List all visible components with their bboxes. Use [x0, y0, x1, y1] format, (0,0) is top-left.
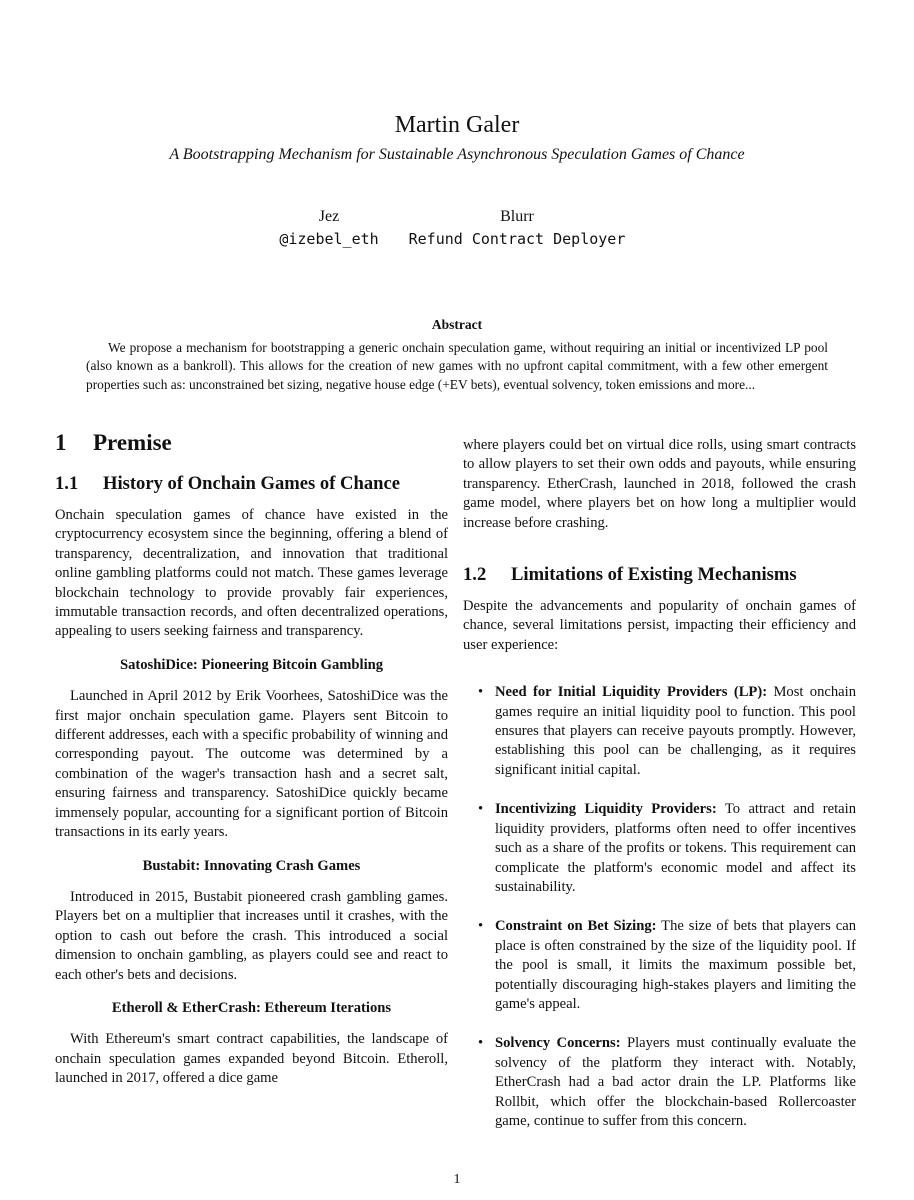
etheroll-paragraph-start: With Ethereum's smart contract capabilities, the landscape of onchain speculation games expanded beyond Bitcoin. Etheroll, launched in 2017, offered a dice game: [55, 1031, 448, 1087]
bullet-icon: •: [478, 918, 484, 935]
subsection-number: 1.1: [55, 473, 79, 494]
right-column: [463, 436, 856, 1151]
bustabit-paragraph: Introduced in 2015, Bustabit pioneered crash gambling games. Players bet on a multiplier that increases until it crashes, with the option to cash out before the crash. This introduced a social dimension to onchain gambling, as players could see and react to each other's bets and decisions.: [55, 888, 448, 983]
list-item: [463, 1034, 856, 1131]
list-item-lead: Solvency Concerns:: [495, 1035, 621, 1052]
etheroll-paragraph-continued: where players could bet on virtual dice rolls, using smart contracts to allow players to set their own odds and payouts, while ensuring transparency. EtherCrash, launched in 2018, followed the crash game model, where players bet on how long a multiplier would increase before crashing.: [463, 437, 856, 531]
abstract: [86, 316, 828, 394]
bullet-icon: •: [478, 1035, 484, 1052]
history-intro-paragraph: Onchain speculation games of chance have existed in the cryptocurrency ecosystem since the beginning, offering a blend of transparency, decentralization, and innovation that traditional online gambling platforms could not match. These games leverage blockchain technology to provide provably fair experiences, immutable transaction records, and often decentralized operations, appealing to users seeking fairness and transparency.: [55, 507, 448, 640]
section-heading-premise: [55, 428, 448, 458]
satoshidice-paragraph: Launched in April 2012 by Erik Voorhees, SatoshiDice was the first major onchain speculation game. Players sent Bitcoin to different addresses, each with a specific probability of winning and corresponding payout. The outcome was determined by a combination of the wager's transaction hash and a secret salt, ensuring fairness and transparency. SatoshiDice quickly became immensely popular, accounting for a significant portion of Bitcoin transactions in its early years.: [55, 688, 448, 841]
section-title: Premise: [93, 430, 172, 455]
left-column: [55, 428, 448, 1089]
list-item-lead: Constraint on Bet Sizing:: [495, 918, 657, 935]
list-item-text: Players must continually evaluate the solvency of the platform they interact with. Notably, EtherCrash had a bad actor drain the LP. Platforms like Rollbit, which offer the blockchain-based Rollercoaster game, continue to suffer from this concern.: [495, 1035, 857, 1129]
limitations-intro-paragraph: Despite the advancements and popularity of onchain games of chance, several limitations persist, impacting their efficiency and user experience:: [463, 598, 856, 653]
list-item-text: Most onchain games require an initial liquidity pool to function. This pool ensures that players can receive payouts promptly. However, establishing this pool can be challenging, as it requires significant initial capital.: [495, 684, 857, 778]
author-handle: Refund Contract Deployer: [408, 230, 626, 248]
bullet-icon: •: [478, 684, 484, 701]
subsection-heading-limitations: [463, 563, 856, 587]
paper-author-heading: Martin Galer: [394, 112, 520, 138]
page-number: 1: [453, 1172, 461, 1187]
list-item-text: To attract and retain liquidity providers, platforms often need to offer incentives such as a share of the profits or tokens. This requirement can complicate the platform's economic model and affect its sustainability.: [495, 801, 857, 895]
section-number: 1: [55, 430, 67, 455]
subsection-number: 1.2: [463, 564, 487, 586]
list-item-lead: Need for Initial Liquidity Providers (LP):: [495, 684, 768, 701]
paragraph-heading-etheroll: Etheroll & EtherCrash: Ethereum Iterations: [111, 999, 392, 1016]
author-name: Jez: [318, 208, 340, 225]
title-block: [0, 110, 914, 164]
abstract-text: We propose a mechanism for bootstrapping a generic onchain speculation game, without requiring an initial or incentivized LP pool (also known as a bankroll). This allows for the creation of new games with no upfront capital commitment, with a few other emergent properties such as: unconstrained bet sizing, negative house edge (+EV bets), eventual solvency, token emissions and more...: [86, 339, 828, 392]
abstract-title: Abstract: [431, 317, 483, 332]
author-blurr: [398, 206, 636, 250]
limitations-list: [463, 683, 856, 1131]
list-item-lead: Incentivizing Liquidity Providers:: [495, 801, 717, 818]
author-name: Blurr: [500, 208, 534, 225]
paragraph-heading-bustabit: Bustabit: Innovating Crash Games: [142, 857, 361, 874]
author-handle: @izebel_eth: [279, 230, 379, 248]
subsection-title: Limitations of Existing Mechanisms: [511, 564, 797, 586]
bullet-icon: •: [478, 801, 484, 818]
list-item: [463, 683, 856, 780]
paper-subtitle: A Bootstrapping Mechanism for Sustainable Asynchronous Speculation Games of Chance: [169, 146, 745, 163]
list-item: [463, 917, 856, 1014]
author-jez: [276, 206, 382, 250]
subsection-title: History of Onchain Games of Chance: [103, 473, 400, 494]
paragraph-heading-satoshidice: SatoshiDice: Pioneering Bitcoin Gambling: [119, 656, 384, 673]
list-item: [463, 800, 856, 897]
subsection-heading-history: [55, 472, 448, 496]
list-item-text: The size of bets that players can place is often constrained by the size of the liquidity pool. If the pool is small, it limits the maximum possible bet, potentially discouraging high-stakes players and limiting the game's appeal.: [495, 918, 856, 1012]
